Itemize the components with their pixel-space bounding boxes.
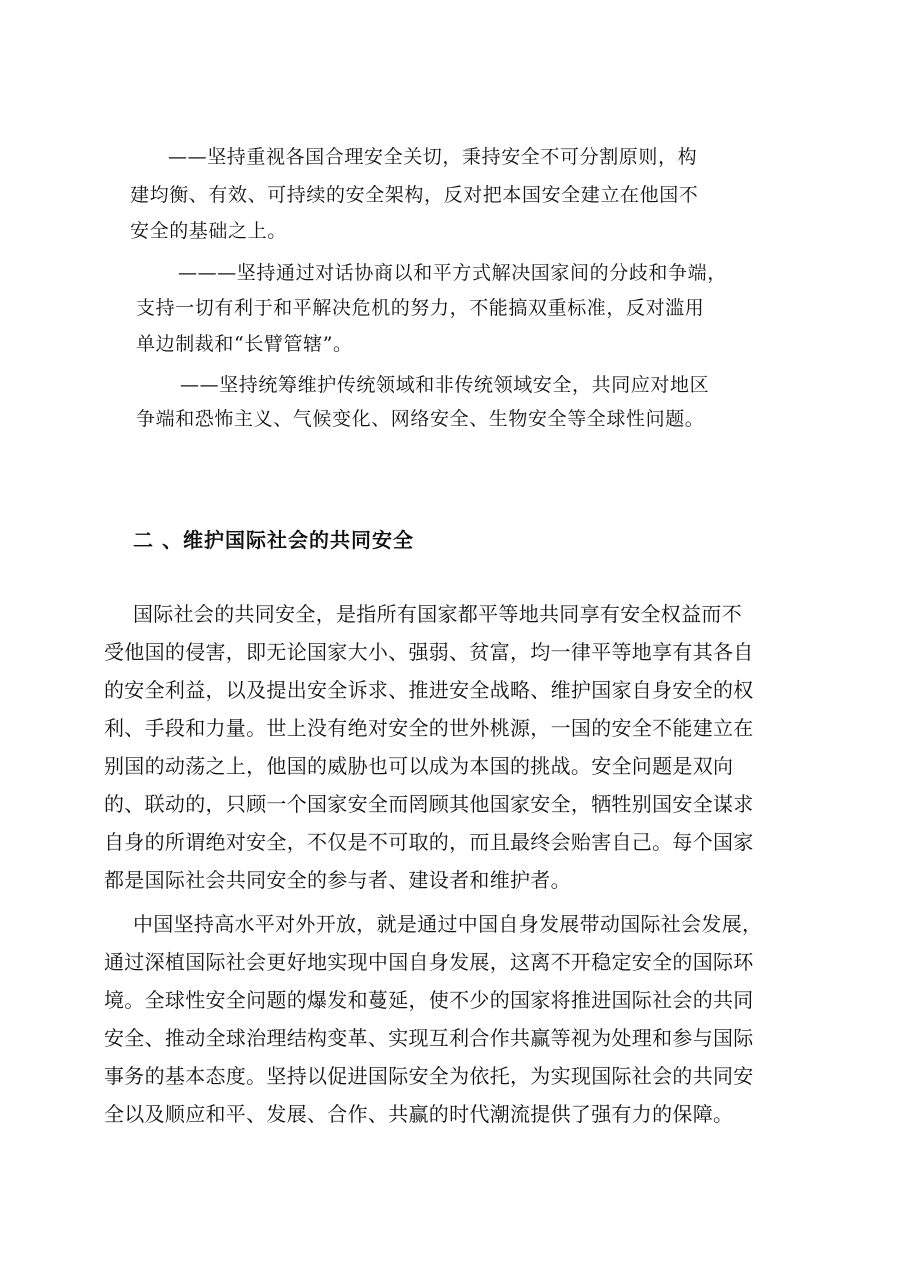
section-heading: 二 、维护国际社会的共同安全 [133, 528, 414, 552]
text-line: 通过深植国际社会更好地实现中国自身发展，这离不开稳定安全的国际环 [104, 950, 754, 974]
text-line: 的、联动的，只顾一个国家安全而罔顾其他国家安全，牺牲别国安全谋求 [104, 792, 754, 816]
text-line: 全以及顺应和平、发展、合作、共赢的时代潮流提供了强有力的保障。 [104, 1102, 734, 1126]
text-line: 别国的动荡之上，他国的威胁也可以成为本国的挑战。安全问题是双向 [104, 754, 734, 778]
text-line: 事务的基本态度。坚持以促进国际安全为依托，为实现国际社会的共同安 [104, 1064, 754, 1088]
text-line: 争端和恐怖主义、气候变化、网络安全、生物安全等全球性问题。 [136, 408, 705, 430]
text-line: 自身的所谓绝对安全，不仅是不可取的，而且最终会贻害自己。每个国家 [104, 830, 754, 854]
text-line: ———坚持通过对话协商以和平方式解决国家间的分歧和争端， [178, 262, 727, 284]
text-line: 中国坚持高水平对外开放，就是通过中国自身发展带动国际社会发展， [133, 912, 763, 936]
text-line: 安全的基础之上。 [130, 220, 287, 242]
text-line: ——坚持重视各国合理安全关切，秉持安全不可分割原则，构 [168, 146, 698, 168]
text-line: 单边制裁和“长臂管辖”。 [136, 333, 353, 355]
text-line: 的安全利益，以及提出安全诉求、推进安全战略、维护国家自身安全的权 [104, 678, 754, 702]
text-line: 建均衡、有效、可持续的安全架构，反对把本国安全建立在他国不 [130, 184, 699, 206]
text-line: 都是国际社会共同安全的参与者、建设者和维护者。 [104, 868, 571, 892]
text-line: 安全、推动全球治理结构变革、实现互利合作共赢等视为处理和参与国际 [104, 1026, 754, 1050]
text-line: ——坚持统筹维护传统领域和非传统领域安全，共同应对地区 [180, 374, 710, 396]
text-line: 利、手段和力量。世上没有绝对安全的世外桃源，一国的安全不能建立在 [104, 716, 754, 740]
text-line: 国际社会的共同安全，是指所有国家都平等地共同享有安全权益而不 [133, 602, 742, 626]
text-line: 境。全球性安全问题的爆发和蔓延，使不少的国家将推进国际社会的共同 [104, 988, 754, 1012]
text-line: 支持一切有利于和平解决危机的努力，不能搞双重标准，反对滥用 [136, 297, 705, 319]
text-line: 受他国的侵害，即无论国家大小、强弱、贫富，均一律平等地享有其各自 [104, 640, 754, 664]
